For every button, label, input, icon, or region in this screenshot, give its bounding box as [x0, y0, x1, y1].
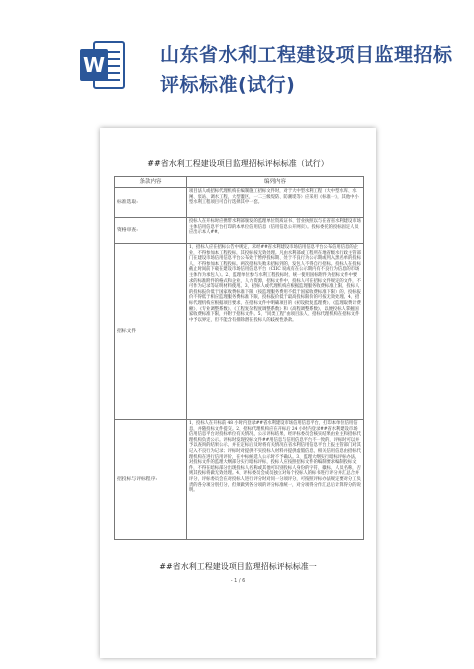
word-icon-letter: W	[82, 53, 106, 77]
column-header-content: 编列内容	[187, 177, 364, 188]
table-row	[115, 420, 364, 540]
row-label: 招投标与评标程序:	[115, 420, 187, 540]
document-preview[interactable]	[100, 128, 376, 658]
row-label: 资格审查:	[115, 218, 187, 244]
document-footer-title: ##省水利工程建设项目监理招标评标标准一	[159, 562, 317, 571]
row-content: 1、投标人在开标前 48 小时内登录##省水利建设市场信用信息平台，打印本单位信用信息，并随投标文件提交。2、招标代理机构应在开标后 24 小时内登录##省水利建设市场信用信息平台对投标单位有关情况，公示评标结果，经评标委员会核实结果由业主和招标代理机构负责公示。评标时发现投标文件##用信息与信用信息平台不一致的，评标时可以并予以查询的结果公示，并在定标后及时将有关情况在省水利信用信息平台上报主管部门对其记入不良行为记录；评标时对提供不实投标人材料并提供虚假信息，相关信用信息由招标代理机构在进行信用评价，在中标候选人公示时不予确认。3、监理大纲实行暗标评标办法，对投标文件的监理大纲部分实行暗标评标，投标人应按照招标文件的编制要求编制投标文件，不得在暗标部分出现投标人名称或其他可识别投标人身份的字符、徽标、人员名称，否则其投标将做无效处理。4、评标委员会成员独立对每个投标人的标书进行评分并汇总合并评分，评标委员会在对投标人进行评分时对同一分项评分，可按照评标办法规定要对分工负责的各分项分别打分，但须做到各分项的评分标准统一，对分项得分作汇总后计算得分的说明。	[187, 420, 364, 540]
row-label: 招标文件	[115, 244, 187, 420]
table-header-row	[115, 177, 364, 188]
page-number: - 1 / 6	[230, 578, 246, 584]
column-header-clause: 条款内容	[115, 177, 187, 188]
document-title: ##省水利工程建设项目监理招标评标标准（试行）	[147, 159, 329, 168]
page-header	[0, 0, 474, 118]
row-label: 标准选取:	[115, 188, 187, 218]
row-content: 投标人在开标时应携带水利部颁发的监理单位资质证书、营业执照以与在省省水利建设市场主体信用信息平台打印的本单位信用信息（信用信息公开网页）。投标委托的投标固定人员应出示本人##。	[187, 218, 364, 244]
row-content: 1、招标人应在招标公告中规定，未经##省水利建设市场信用信息平台公布信用信息的企业，不得参加本工程投标，其投标按无效处理。凡由水利部或工程所在地省级水行政主管部门在建设市场信用信息平台公布处于暂停投标期、处于不良行为公示期或列入黑名单的投标人，不得参加本工程投标。两次招标失败未招标到的，发包人不得自行招标。投标人在投标截止时间前下载在建设市场信用信息平台（CIIC 说成有在公示期内有不良行为信息的市场主体作为承包人）。2、监理单位参与水利工程投标时，统一使用国标附件为招标文件中要求的标准附件的格式和企业，人力资源，招标文件中，投标人可在招标文件规定的文件，不可作为记录等证明材料使用。3、招标人或代理机构应根据监理服务收费标准上限，投标人的投标报价低于国家收费标准下限（按监理服务费用不低于国家收费标准下限）的，投标报价不得低于相应监理服务费标准下限，投标报价低于最高投标限价的可按无效处理。4、招标代理机构应根据项目要求，在招标文件中明确项目的《初设批复监理费》、《监理取费计费额》、《专业调整系数》、《工程复杂程度调整系数》和《高程调整系数》，以便投标人掌握国家收费标准下限，并附于招标文件。5、“同类工程”由项目法人、招标代理机构在招标文件中予以界定，但不能含有排除潜在投标人的歧视性条款。	[187, 244, 364, 420]
word-document-icon	[80, 40, 126, 90]
table-row	[115, 218, 364, 244]
row-content: 项目法人或招标代理机构在编制施工招标文件时，对于大中型水利工程（大中型水库、水闸、泵站、调水工程，大型灌区，一二三级堤防、防潮堤等）应采用《标准一》，其他中小型水利工程项目可自行选择其中一套。	[187, 188, 364, 218]
page-title: 山东省水利工程建设项目监理招标评标标准(试行)	[160, 44, 453, 96]
criteria-table	[114, 176, 364, 540]
table-row	[115, 188, 364, 218]
table-row	[115, 244, 364, 420]
